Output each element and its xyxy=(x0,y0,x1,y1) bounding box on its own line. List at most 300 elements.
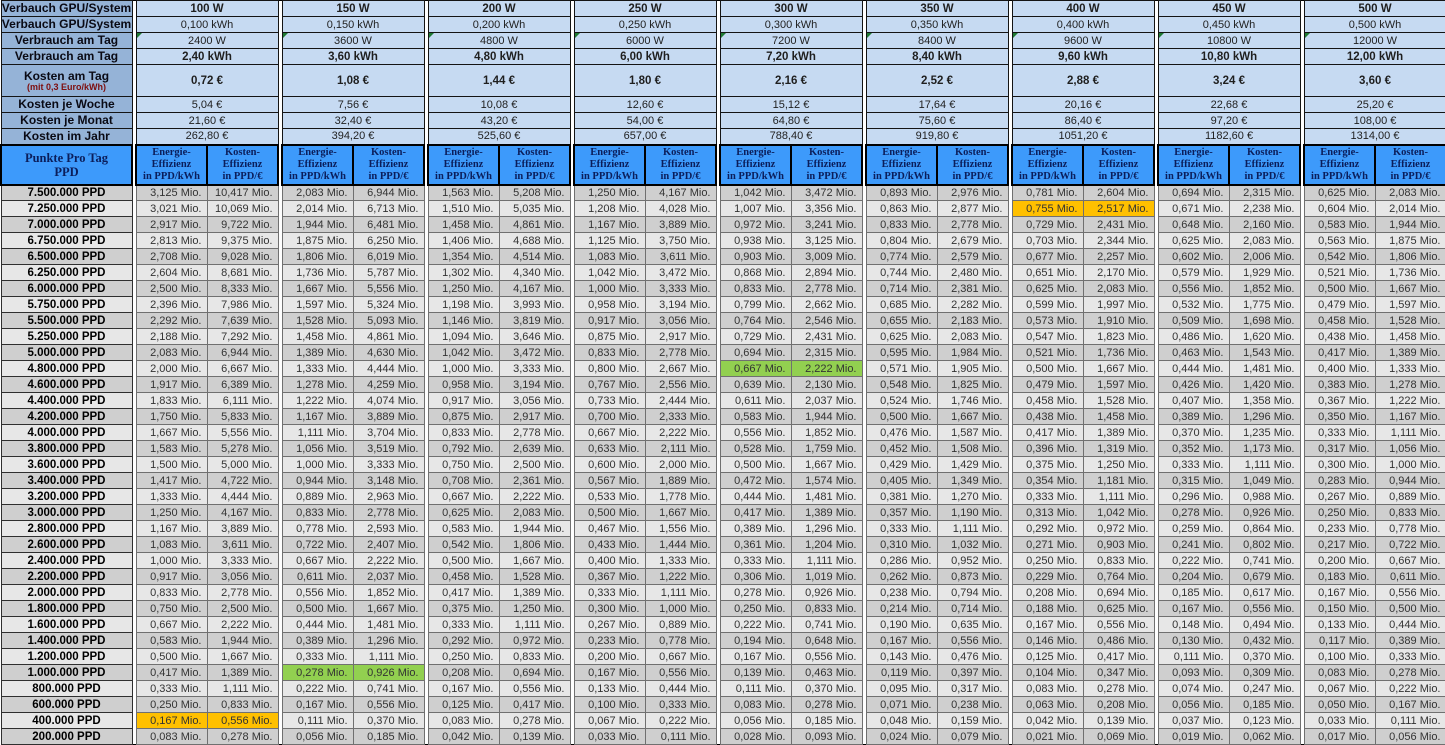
efficiency-value-cell[interactable]: 2,361 Mio. xyxy=(499,473,570,489)
header-value-cell[interactable] xyxy=(1304,129,1445,145)
efficiency-value-cell[interactable]: 1,358 Mio. xyxy=(1229,393,1300,409)
efficiency-value-cell[interactable]: 0,283 Mio. xyxy=(1304,473,1375,489)
efficiency-value-cell[interactable]: 1,944 Mio. xyxy=(1375,217,1445,233)
efficiency-value-cell[interactable]: 0,926 Mio. xyxy=(791,585,862,601)
efficiency-value-cell[interactable]: 0,426 Mio. xyxy=(1158,377,1229,393)
efficiency-value-cell[interactable]: 5,833 Mio. xyxy=(207,409,278,425)
efficiency-value-cell[interactable]: 0,563 Mio. xyxy=(1304,233,1375,249)
efficiency-value-cell[interactable]: 0,926 Mio. xyxy=(353,665,424,681)
efficiency-value-cell[interactable]: 0,722 Mio. xyxy=(282,537,353,553)
efficiency-value-cell[interactable]: 1,007 Mio. xyxy=(720,201,791,217)
efficiency-value-cell[interactable]: 1,083 Mio. xyxy=(136,537,207,553)
efficiency-value-cell[interactable]: 0,167 Mio. xyxy=(1012,617,1083,633)
efficiency-value-cell[interactable]: 0,117 Mio. xyxy=(1304,633,1375,649)
efficiency-value-cell[interactable]: 0,200 Mio. xyxy=(1304,553,1375,569)
efficiency-value-cell[interactable]: 0,222 Mio. xyxy=(645,713,716,729)
efficiency-value-cell[interactable]: 1,481 Mio. xyxy=(353,617,424,633)
efficiency-value-cell[interactable]: 0,671 Mio. xyxy=(1158,201,1229,217)
efficiency-value-cell[interactable]: 1,929 Mio. xyxy=(1229,265,1300,281)
header-value-cell[interactable] xyxy=(282,97,424,113)
efficiency-value-cell[interactable]: 0,021 Mio. xyxy=(1012,729,1083,745)
efficiency-value-cell[interactable]: 0,802 Mio. xyxy=(1229,537,1300,553)
efficiency-value-cell[interactable]: 1,458 Mio. xyxy=(282,329,353,345)
efficiency-value-cell[interactable]: 1,500 Mio. xyxy=(136,457,207,473)
row-header-cell[interactable] xyxy=(1,49,132,65)
efficiency-value-cell[interactable]: 1,667 Mio. xyxy=(1375,281,1445,297)
efficiency-value-cell[interactable]: 1,056 Mio. xyxy=(1375,441,1445,457)
header-value-cell[interactable] xyxy=(1012,97,1154,113)
efficiency-value-cell[interactable]: 0,389 Mio. xyxy=(1375,633,1445,649)
efficiency-value-cell[interactable]: 2,500 Mio. xyxy=(136,281,207,297)
efficiency-value-cell[interactable]: 1,917 Mio. xyxy=(136,377,207,393)
efficiency-value-cell[interactable]: 1,429 Mio. xyxy=(937,457,1008,473)
efficiency-value-cell[interactable]: 2,500 Mio. xyxy=(499,457,570,473)
efficiency-value-cell[interactable]: 4,074 Mio. xyxy=(353,393,424,409)
column-header-energy[interactable] xyxy=(720,145,791,185)
ppd-row-label-cell[interactable]: 1.600.000 PPD xyxy=(1,617,132,633)
efficiency-value-cell[interactable]: 1,083 Mio. xyxy=(574,249,645,265)
efficiency-value-cell[interactable]: 0,222 Mio. xyxy=(1375,681,1445,697)
efficiency-value-cell[interactable]: 2,257 Mio. xyxy=(1083,249,1154,265)
efficiency-value-cell[interactable]: 0,722 Mio. xyxy=(1375,537,1445,553)
efficiency-value-cell[interactable]: 2,604 Mio. xyxy=(136,265,207,281)
efficiency-value-cell[interactable]: 0,333 Mio. xyxy=(282,649,353,665)
row-header-cell[interactable] xyxy=(1,33,132,49)
efficiency-value-cell[interactable]: 0,375 Mio. xyxy=(428,601,499,617)
efficiency-value-cell[interactable]: 0,694 Mio. xyxy=(1158,185,1229,201)
efficiency-value-cell[interactable]: 0,875 Mio. xyxy=(428,409,499,425)
efficiency-value-cell[interactable]: 2,315 Mio. xyxy=(1229,185,1300,201)
header-value-cell[interactable] xyxy=(428,65,570,97)
header-value-cell[interactable] xyxy=(1304,65,1445,97)
header-value-cell[interactable] xyxy=(1012,129,1154,145)
ppd-row-label-cell[interactable]: 4.800.000 PPD xyxy=(1,361,132,377)
efficiency-value-cell[interactable]: 3,819 Mio. xyxy=(499,313,570,329)
efficiency-value-cell[interactable]: 0,250 Mio. xyxy=(428,649,499,665)
efficiency-value-cell[interactable]: 1,354 Mio. xyxy=(428,249,499,265)
efficiency-value-cell[interactable]: 3,148 Mio. xyxy=(353,473,424,489)
efficiency-value-cell[interactable]: 1,528 Mio. xyxy=(1375,313,1445,329)
efficiency-value-cell[interactable]: 0,729 Mio. xyxy=(720,329,791,345)
efficiency-value-cell[interactable]: 3,125 Mio. xyxy=(136,185,207,201)
efficiency-value-cell[interactable]: 0,556 Mio. xyxy=(1158,281,1229,297)
efficiency-value-cell[interactable]: 0,528 Mio. xyxy=(720,441,791,457)
efficiency-value-cell[interactable]: 0,167 Mio. xyxy=(720,649,791,665)
efficiency-value-cell[interactable]: 0,389 Mio. xyxy=(282,633,353,649)
efficiency-value-cell[interactable]: 0,292 Mio. xyxy=(1012,521,1083,537)
ppd-row-label-cell[interactable]: 2.000.000 PPD xyxy=(1,585,132,601)
efficiency-value-cell[interactable]: 1,583 Mio. xyxy=(136,441,207,457)
efficiency-value-cell[interactable]: 0,188 Mio. xyxy=(1012,601,1083,617)
efficiency-value-cell[interactable]: 2,222 Mio. xyxy=(207,617,278,633)
ppd-row-label-cell[interactable]: 5.250.000 PPD xyxy=(1,329,132,345)
header-value-cell[interactable] xyxy=(136,49,278,65)
efficiency-value-cell[interactable]: 0,500 Mio. xyxy=(428,553,499,569)
efficiency-value-cell[interactable]: 2,407 Mio. xyxy=(353,537,424,553)
efficiency-value-cell[interactable]: 0,926 Mio. xyxy=(1229,505,1300,521)
efficiency-value-cell[interactable]: 0,167 Mio. xyxy=(136,713,207,729)
efficiency-value-cell[interactable]: 5,000 Mio. xyxy=(207,457,278,473)
efficiency-value-cell[interactable]: 0,417 Mio. xyxy=(499,697,570,713)
efficiency-value-cell[interactable]: 2,238 Mio. xyxy=(1229,201,1300,217)
row-header-cell[interactable] xyxy=(1,1,132,17)
efficiency-value-cell[interactable]: 3,889 Mio. xyxy=(645,217,716,233)
efficiency-value-cell[interactable]: 2,083 Mio. xyxy=(282,185,353,201)
efficiency-value-cell[interactable]: 0,521 Mio. xyxy=(1304,265,1375,281)
efficiency-value-cell[interactable]: 0,139 Mio. xyxy=(720,665,791,681)
efficiency-value-cell[interactable]: 5,787 Mio. xyxy=(353,265,424,281)
efficiency-value-cell[interactable]: 1,333 Mio. xyxy=(645,553,716,569)
header-value-cell[interactable] xyxy=(136,113,278,129)
efficiency-value-cell[interactable]: 2,222 Mio. xyxy=(499,489,570,505)
header-value-cell[interactable] xyxy=(574,49,716,65)
efficiency-value-cell[interactable]: 1,222 Mio. xyxy=(1375,393,1445,409)
header-value-cell[interactable] xyxy=(720,33,862,49)
efficiency-value-cell[interactable]: 1,759 Mio. xyxy=(791,441,862,457)
efficiency-value-cell[interactable]: 1,208 Mio. xyxy=(574,201,645,217)
efficiency-value-cell[interactable]: 1,204 Mio. xyxy=(791,537,862,553)
efficiency-value-cell[interactable]: 0,733 Mio. xyxy=(574,393,645,409)
efficiency-value-cell[interactable]: 2,083 Mio. xyxy=(499,505,570,521)
efficiency-value-cell[interactable]: 0,833 Mio. xyxy=(791,601,862,617)
efficiency-value-cell[interactable]: 1,181 Mio. xyxy=(1083,473,1154,489)
header-value-cell[interactable] xyxy=(1304,33,1445,49)
efficiency-value-cell[interactable]: 1,905 Mio. xyxy=(937,361,1008,377)
efficiency-value-cell[interactable]: 5,035 Mio. xyxy=(499,201,570,217)
efficiency-value-cell[interactable]: 1,406 Mio. xyxy=(428,233,499,249)
efficiency-value-cell[interactable]: 2,000 Mio. xyxy=(645,457,716,473)
efficiency-value-cell[interactable]: 0,599 Mio. xyxy=(1012,297,1083,313)
efficiency-value-cell[interactable]: 2,222 Mio. xyxy=(645,425,716,441)
efficiency-value-cell[interactable]: 0,792 Mio. xyxy=(428,441,499,457)
efficiency-value-cell[interactable]: 0,300 Mio. xyxy=(1304,457,1375,473)
efficiency-value-cell[interactable]: 0,050 Mio. xyxy=(1304,697,1375,713)
efficiency-value-cell[interactable]: 3,750 Mio. xyxy=(645,233,716,249)
efficiency-value-cell[interactable]: 2,183 Mio. xyxy=(937,313,1008,329)
efficiency-value-cell[interactable]: 0,313 Mio. xyxy=(1012,505,1083,521)
header-value-cell[interactable] xyxy=(428,113,570,129)
efficiency-value-cell[interactable]: 0,024 Mio. xyxy=(866,729,937,745)
efficiency-value-cell[interactable]: 0,208 Mio. xyxy=(428,665,499,681)
efficiency-value-cell[interactable]: 0,744 Mio. xyxy=(866,265,937,281)
efficiency-value-cell[interactable]: 0,625 Mio. xyxy=(1158,233,1229,249)
efficiency-value-cell[interactable]: 1,111 Mio. xyxy=(937,521,1008,537)
efficiency-value-cell[interactable]: 0,333 Mio. xyxy=(645,697,716,713)
efficiency-value-cell[interactable]: 1,042 Mio. xyxy=(428,345,499,361)
efficiency-value-cell[interactable]: 0,875 Mio. xyxy=(574,329,645,345)
efficiency-value-cell[interactable]: 2,083 Mio. xyxy=(937,329,1008,345)
efficiency-value-cell[interactable]: 0,238 Mio. xyxy=(937,697,1008,713)
efficiency-value-cell[interactable]: 0,278 Mio. xyxy=(499,713,570,729)
efficiency-value-cell[interactable]: 0,400 Mio. xyxy=(1304,361,1375,377)
header-value-cell[interactable] xyxy=(136,1,278,17)
header-value-cell[interactable] xyxy=(574,129,716,145)
efficiency-value-cell[interactable]: 0,458 Mio. xyxy=(1012,393,1083,409)
efficiency-value-cell[interactable]: 0,306 Mio. xyxy=(720,569,791,585)
efficiency-value-cell[interactable]: 2,604 Mio. xyxy=(1083,185,1154,201)
efficiency-value-cell[interactable]: 3,356 Mio. xyxy=(791,201,862,217)
efficiency-value-cell[interactable]: 2,083 Mio. xyxy=(1375,185,1445,201)
efficiency-value-cell[interactable]: 0,611 Mio. xyxy=(282,569,353,585)
efficiency-value-cell[interactable]: 0,532 Mio. xyxy=(1158,297,1229,313)
efficiency-value-cell[interactable]: 2,170 Mio. xyxy=(1083,265,1154,281)
header-value-cell[interactable] xyxy=(720,113,862,129)
efficiency-value-cell[interactable]: 0,617 Mio. xyxy=(1229,585,1300,601)
efficiency-value-cell[interactable]: 0,972 Mio. xyxy=(1083,521,1154,537)
efficiency-value-cell[interactable]: 0,037 Mio. xyxy=(1158,713,1229,729)
efficiency-value-cell[interactable]: 0,667 Mio. xyxy=(574,425,645,441)
efficiency-value-cell[interactable]: 2,593 Mio. xyxy=(353,521,424,537)
efficiency-value-cell[interactable]: 0,556 Mio. xyxy=(645,665,716,681)
efficiency-value-cell[interactable]: 0,917 Mio. xyxy=(136,569,207,585)
efficiency-value-cell[interactable]: 0,479 Mio. xyxy=(1012,377,1083,393)
efficiency-value-cell[interactable]: 1,111 Mio. xyxy=(645,585,716,601)
header-value-cell[interactable] xyxy=(1012,113,1154,129)
efficiency-value-cell[interactable]: 2,917 Mio. xyxy=(645,329,716,345)
ppd-row-label-cell[interactable]: 1.400.000 PPD xyxy=(1,633,132,649)
efficiency-value-cell[interactable]: 0,167 Mio. xyxy=(1375,697,1445,713)
efficiency-value-cell[interactable]: 0,486 Mio. xyxy=(1158,329,1229,345)
efficiency-value-cell[interactable]: 0,417 Mio. xyxy=(136,665,207,681)
efficiency-value-cell[interactable]: 2,006 Mio. xyxy=(1229,249,1300,265)
efficiency-value-cell[interactable]: 2,292 Mio. xyxy=(136,313,207,329)
efficiency-value-cell[interactable]: 0,556 Mio. xyxy=(499,681,570,697)
efficiency-value-cell[interactable]: 4,167 Mio. xyxy=(645,185,716,201)
efficiency-value-cell[interactable]: 0,028 Mio. xyxy=(720,729,791,745)
efficiency-value-cell[interactable]: 0,093 Mio. xyxy=(1158,665,1229,681)
efficiency-value-cell[interactable]: 0,667 Mio. xyxy=(720,361,791,377)
efficiency-value-cell[interactable]: 1,389 Mio. xyxy=(499,585,570,601)
efficiency-value-cell[interactable]: 0,259 Mio. xyxy=(1158,521,1229,537)
efficiency-value-cell[interactable]: 1,508 Mio. xyxy=(937,441,1008,457)
efficiency-value-cell[interactable]: 1,349 Mio. xyxy=(937,473,1008,489)
ppd-row-label-cell[interactable]: 800.000 PPD xyxy=(1,681,132,697)
efficiency-value-cell[interactable]: 0,033 Mio. xyxy=(574,729,645,745)
efficiency-value-cell[interactable]: 1,667 Mio. xyxy=(1083,361,1154,377)
efficiency-value-cell[interactable]: 2,160 Mio. xyxy=(1229,217,1300,233)
efficiency-value-cell[interactable]: 1,319 Mio. xyxy=(1083,441,1154,457)
efficiency-value-cell[interactable]: 0,167 Mio. xyxy=(428,681,499,697)
efficiency-value-cell[interactable]: 1,000 Mio. xyxy=(1375,457,1445,473)
ppd-row-label-cell[interactable]: 3.200.000 PPD xyxy=(1,489,132,505)
efficiency-value-cell[interactable]: 0,755 Mio. xyxy=(1012,201,1083,217)
efficiency-value-cell[interactable]: 3,889 Mio. xyxy=(353,409,424,425)
efficiency-value-cell[interactable]: 0,800 Mio. xyxy=(574,361,645,377)
efficiency-value-cell[interactable]: 1,250 Mio. xyxy=(136,505,207,521)
efficiency-value-cell[interactable]: 0,833 Mio. xyxy=(499,649,570,665)
efficiency-value-cell[interactable]: 3,611 Mio. xyxy=(645,249,716,265)
efficiency-value-cell[interactable]: 0,648 Mio. xyxy=(1158,217,1229,233)
header-value-cell[interactable] xyxy=(866,113,1008,129)
header-value-cell[interactable] xyxy=(720,97,862,113)
efficiency-value-cell[interactable]: 1,042 Mio. xyxy=(720,185,791,201)
efficiency-value-cell[interactable]: 0,333 Mio. xyxy=(1304,425,1375,441)
efficiency-value-cell[interactable]: 0,988 Mio. xyxy=(1229,489,1300,505)
efficiency-value-cell[interactable]: 0,278 Mio. xyxy=(1083,681,1154,697)
efficiency-value-cell[interactable]: 0,583 Mio. xyxy=(428,521,499,537)
ppd-header-cell[interactable] xyxy=(1,145,132,185)
efficiency-value-cell[interactable]: 0,125 Mio. xyxy=(1012,649,1083,665)
efficiency-value-cell[interactable]: 6,667 Mio. xyxy=(207,361,278,377)
efficiency-value-cell[interactable]: 4,444 Mio. xyxy=(353,361,424,377)
efficiency-value-cell[interactable]: 6,111 Mio. xyxy=(207,393,278,409)
efficiency-value-cell[interactable]: 0,452 Mio. xyxy=(866,441,937,457)
efficiency-value-cell[interactable]: 0,741 Mio. xyxy=(791,617,862,633)
efficiency-value-cell[interactable]: 0,278 Mio. xyxy=(282,665,353,681)
efficiency-value-cell[interactable]: 8,681 Mio. xyxy=(207,265,278,281)
efficiency-value-cell[interactable]: 3,519 Mio. xyxy=(353,441,424,457)
efficiency-value-cell[interactable]: 0,250 Mio. xyxy=(1304,505,1375,521)
efficiency-value-cell[interactable]: 3,056 Mio. xyxy=(207,569,278,585)
efficiency-value-cell[interactable]: 1,056 Mio. xyxy=(282,441,353,457)
ppd-row-label-cell[interactable]: 5.500.000 PPD xyxy=(1,313,132,329)
efficiency-value-cell[interactable]: 1,984 Mio. xyxy=(937,345,1008,361)
efficiency-value-cell[interactable]: 2,976 Mio. xyxy=(937,185,1008,201)
efficiency-value-cell[interactable]: 0,167 Mio. xyxy=(574,665,645,681)
ppd-row-label-cell[interactable]: 6.750.000 PPD xyxy=(1,233,132,249)
efficiency-value-cell[interactable]: 1,806 Mio. xyxy=(282,249,353,265)
efficiency-value-cell[interactable]: 1,458 Mio. xyxy=(1375,329,1445,345)
efficiency-value-cell[interactable]: 1,111 Mio. xyxy=(791,553,862,569)
efficiency-value-cell[interactable]: 0,056 Mio. xyxy=(720,713,791,729)
efficiency-value-cell[interactable]: 0,167 Mio. xyxy=(1304,585,1375,601)
efficiency-value-cell[interactable]: 2,778 Mio. xyxy=(207,585,278,601)
efficiency-value-cell[interactable]: 0,267 Mio. xyxy=(574,617,645,633)
efficiency-value-cell[interactable]: 1,000 Mio. xyxy=(574,281,645,297)
efficiency-value-cell[interactable]: 0,944 Mio. xyxy=(1375,473,1445,489)
efficiency-value-cell[interactable]: 6,481 Mio. xyxy=(353,217,424,233)
efficiency-value-cell[interactable]: 0,389 Mio. xyxy=(1158,409,1229,425)
efficiency-value-cell[interactable]: 1,481 Mio. xyxy=(791,489,862,505)
ppd-row-label-cell[interactable]: 2.600.000 PPD xyxy=(1,537,132,553)
efficiency-value-cell[interactable]: 0,667 Mio. xyxy=(428,489,499,505)
efficiency-value-cell[interactable]: 0,222 Mio. xyxy=(1158,553,1229,569)
column-header-cost[interactable] xyxy=(1229,145,1300,185)
efficiency-value-cell[interactable]: 0,056 Mio. xyxy=(1158,697,1229,713)
efficiency-value-cell[interactable]: 2,396 Mio. xyxy=(136,297,207,313)
efficiency-value-cell[interactable]: 0,463 Mio. xyxy=(791,665,862,681)
efficiency-value-cell[interactable]: 3,472 Mio. xyxy=(645,265,716,281)
efficiency-value-cell[interactable]: 0,310 Mio. xyxy=(866,537,937,553)
efficiency-value-cell[interactable]: 2,431 Mio. xyxy=(1083,217,1154,233)
efficiency-value-cell[interactable]: 0,472 Mio. xyxy=(720,473,791,489)
efficiency-value-cell[interactable]: 0,286 Mio. xyxy=(866,553,937,569)
efficiency-value-cell[interactable]: 1,852 Mio. xyxy=(353,585,424,601)
efficiency-value-cell[interactable]: 2,037 Mio. xyxy=(791,393,862,409)
efficiency-value-cell[interactable]: 0,438 Mio. xyxy=(1012,409,1083,425)
header-value-cell[interactable] xyxy=(866,1,1008,17)
ppd-row-label-cell[interactable]: 1.200.000 PPD xyxy=(1,649,132,665)
efficiency-value-cell[interactable]: 2,917 Mio. xyxy=(499,409,570,425)
efficiency-value-cell[interactable]: 1,146 Mio. xyxy=(428,313,499,329)
efficiency-value-cell[interactable]: 1,111 Mio. xyxy=(1375,425,1445,441)
efficiency-value-cell[interactable]: 2,546 Mio. xyxy=(791,313,862,329)
efficiency-value-cell[interactable]: 0,873 Mio. xyxy=(937,569,1008,585)
efficiency-value-cell[interactable]: 0,241 Mio. xyxy=(1158,537,1229,553)
efficiency-value-cell[interactable]: 1,000 Mio. xyxy=(428,361,499,377)
efficiency-value-cell[interactable]: 0,143 Mio. xyxy=(866,649,937,665)
efficiency-value-cell[interactable]: 2,894 Mio. xyxy=(791,265,862,281)
efficiency-value-cell[interactable]: 0,700 Mio. xyxy=(574,409,645,425)
efficiency-value-cell[interactable]: 0,509 Mio. xyxy=(1158,313,1229,329)
efficiency-value-cell[interactable]: 0,667 Mio. xyxy=(136,617,207,633)
ppd-row-label-cell[interactable]: 2.200.000 PPD xyxy=(1,569,132,585)
header-value-cell[interactable] xyxy=(1012,65,1154,97)
efficiency-value-cell[interactable]: 0,396 Mio. xyxy=(1012,441,1083,457)
efficiency-value-cell[interactable]: 0,833 Mio. xyxy=(136,585,207,601)
efficiency-value-cell[interactable]: 0,750 Mio. xyxy=(428,457,499,473)
efficiency-value-cell[interactable]: 0,889 Mio. xyxy=(1375,489,1445,505)
efficiency-value-cell[interactable]: 0,521 Mio. xyxy=(1012,345,1083,361)
efficiency-value-cell[interactable]: 0,556 Mio. xyxy=(1229,601,1300,617)
efficiency-value-cell[interactable]: 1,296 Mio. xyxy=(1229,409,1300,425)
efficiency-value-cell[interactable]: 1,944 Mio. xyxy=(282,217,353,233)
efficiency-value-cell[interactable]: 6,944 Mio. xyxy=(207,345,278,361)
efficiency-value-cell[interactable]: 0,750 Mio. xyxy=(136,601,207,617)
efficiency-value-cell[interactable]: 1,222 Mio. xyxy=(282,393,353,409)
efficiency-value-cell[interactable]: 0,033 Mio. xyxy=(1304,713,1375,729)
header-value-cell[interactable] xyxy=(574,97,716,113)
efficiency-value-cell[interactable]: 10,069 Mio. xyxy=(207,201,278,217)
efficiency-value-cell[interactable]: 0,119 Mio. xyxy=(866,665,937,681)
efficiency-value-cell[interactable]: 0,167 Mio. xyxy=(1158,601,1229,617)
efficiency-value-cell[interactable]: 0,952 Mio. xyxy=(937,553,1008,569)
header-value-cell[interactable] xyxy=(1158,129,1300,145)
header-value-cell[interactable] xyxy=(1158,17,1300,33)
efficiency-value-cell[interactable]: 1,875 Mio. xyxy=(282,233,353,249)
efficiency-value-cell[interactable]: 2,222 Mio. xyxy=(353,553,424,569)
efficiency-value-cell[interactable]: 1,833 Mio. xyxy=(136,393,207,409)
efficiency-value-cell[interactable]: 0,333 Mio. xyxy=(866,521,937,537)
efficiency-value-cell[interactable]: 1,543 Mio. xyxy=(1229,345,1300,361)
efficiency-value-cell[interactable]: 3,333 Mio. xyxy=(207,553,278,569)
efficiency-value-cell[interactable]: 0,500 Mio. xyxy=(1012,361,1083,377)
efficiency-value-cell[interactable]: 3,472 Mio. xyxy=(791,185,862,201)
efficiency-value-cell[interactable]: 1,389 Mio. xyxy=(791,505,862,521)
efficiency-value-cell[interactable]: 0,139 Mio. xyxy=(1083,713,1154,729)
efficiency-value-cell[interactable]: 0,778 Mio. xyxy=(282,521,353,537)
efficiency-value-cell[interactable]: 3,333 Mio. xyxy=(645,281,716,297)
efficiency-value-cell[interactable]: 0,167 Mio. xyxy=(866,633,937,649)
efficiency-value-cell[interactable]: 0,083 Mio. xyxy=(428,713,499,729)
efficiency-value-cell[interactable]: 1,235 Mio. xyxy=(1229,425,1300,441)
efficiency-value-cell[interactable]: 1,825 Mio. xyxy=(937,377,1008,393)
header-value-cell[interactable] xyxy=(720,49,862,65)
header-value-cell[interactable] xyxy=(428,33,570,49)
efficiency-value-cell[interactable]: 7,639 Mio. xyxy=(207,313,278,329)
efficiency-value-cell[interactable]: 1,222 Mio. xyxy=(645,569,716,585)
efficiency-value-cell[interactable]: 0,583 Mio. xyxy=(720,409,791,425)
efficiency-value-cell[interactable]: 0,071 Mio. xyxy=(866,697,937,713)
efficiency-value-cell[interactable]: 0,146 Mio. xyxy=(1012,633,1083,649)
efficiency-value-cell[interactable]: 0,017 Mio. xyxy=(1304,729,1375,745)
efficiency-value-cell[interactable]: 3,056 Mio. xyxy=(499,393,570,409)
efficiency-value-cell[interactable]: 0,438 Mio. xyxy=(1304,329,1375,345)
efficiency-value-cell[interactable]: 1,667 Mio. xyxy=(136,425,207,441)
efficiency-value-cell[interactable]: 0,625 Mio. xyxy=(1083,601,1154,617)
efficiency-value-cell[interactable]: 0,317 Mio. xyxy=(1304,441,1375,457)
efficiency-value-cell[interactable]: 0,479 Mio. xyxy=(1304,297,1375,313)
efficiency-value-cell[interactable]: 3,472 Mio. xyxy=(499,345,570,361)
efficiency-value-cell[interactable]: 1,746 Mio. xyxy=(937,393,1008,409)
efficiency-value-cell[interactable]: 1,775 Mio. xyxy=(1229,297,1300,313)
efficiency-value-cell[interactable]: 0,625 Mio. xyxy=(1304,185,1375,201)
efficiency-value-cell[interactable]: 0,278 Mio. xyxy=(791,697,862,713)
efficiency-value-cell[interactable]: 3,333 Mio. xyxy=(353,457,424,473)
efficiency-value-cell[interactable]: 0,444 Mio. xyxy=(645,681,716,697)
ppd-row-label-cell[interactable]: 400.000 PPD xyxy=(1,713,132,729)
efficiency-value-cell[interactable]: 0,214 Mio. xyxy=(866,601,937,617)
